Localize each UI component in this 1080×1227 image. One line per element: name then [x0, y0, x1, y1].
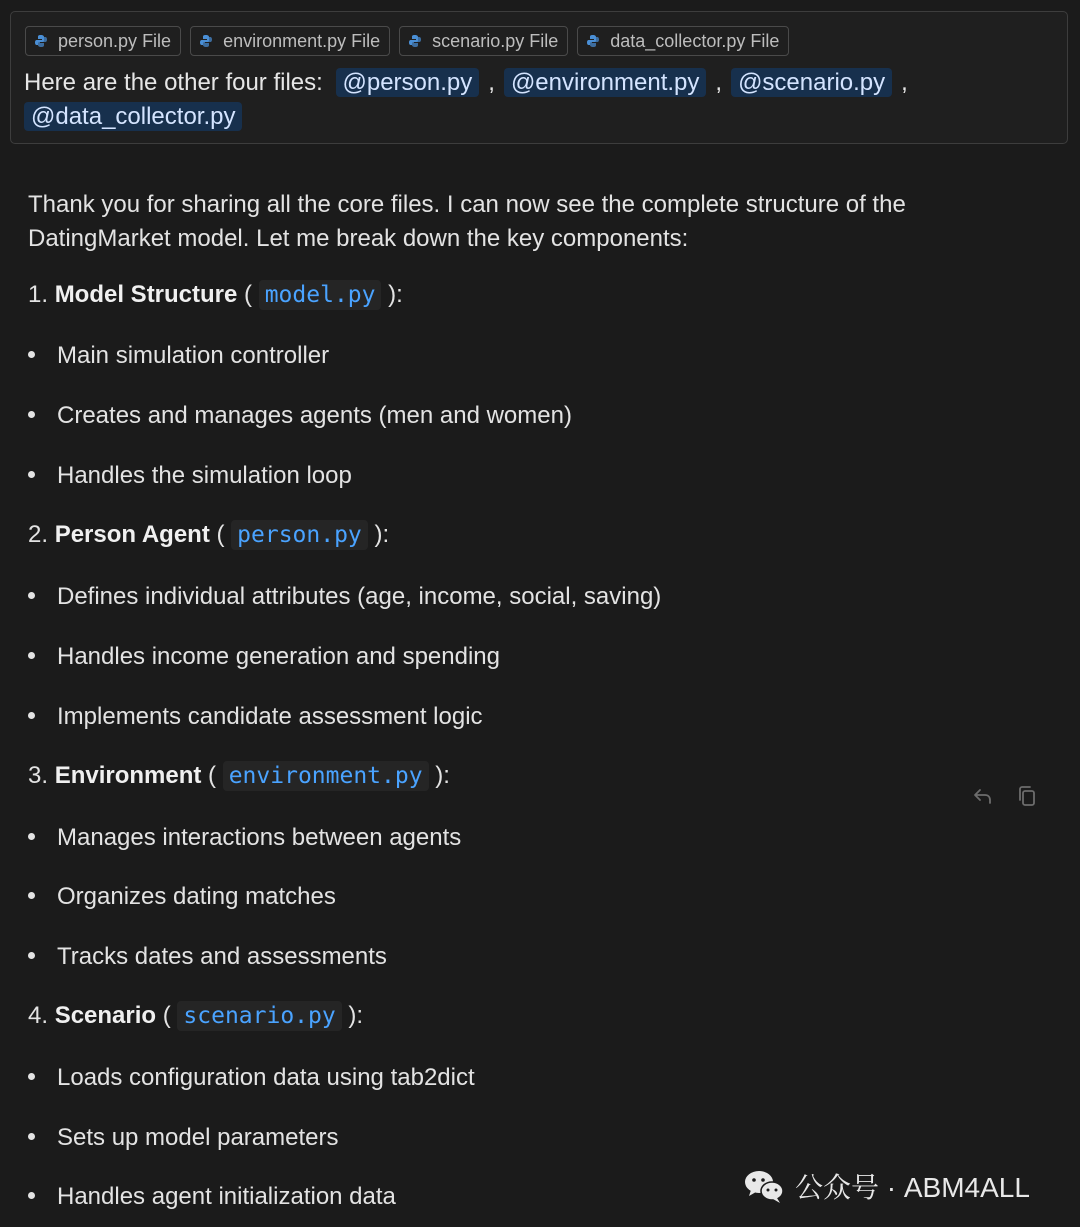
section-title: Scenario: [54, 1002, 157, 1029]
response-intro-line-2: DatingMarket model. Let me break down the key components:: [28, 225, 689, 252]
section-number: 3.: [28, 762, 49, 789]
user-message-line-1: [24, 69, 917, 97]
list-item-text: Loads configuration data using tab2dict: [57, 1064, 475, 1091]
attachment-name: scenario.py: [432, 30, 525, 51]
python-file-icon: [408, 34, 422, 48]
list-item: [28, 883, 336, 911]
attachment-name: data_collector.py: [610, 30, 746, 51]
bullet-icon: [28, 1133, 35, 1140]
section-title: Model Structure: [54, 281, 238, 308]
bullet-icon: [28, 712, 35, 719]
list-item-text: Implements candidate assessment logic: [57, 703, 483, 730]
inline-code-file[interactable]: scenario.py: [177, 1001, 341, 1031]
attachment-chip-environment[interactable]: [190, 26, 390, 56]
mention-data-collector[interactable]: @data_collector.py: [24, 102, 242, 131]
attachment-chip-data-collector[interactable]: [577, 26, 789, 56]
copy-icon[interactable]: [1015, 784, 1039, 808]
attachment-name: environment.py: [223, 30, 347, 51]
attachment-chip-person[interactable]: [25, 26, 181, 56]
section-heading-person: 2. Person Agent ( person.py ):: [28, 521, 390, 548]
response-intro-line-1: Thank you for sharing all the core files. I can now see the complete structure of the: [28, 191, 906, 218]
list-item: [28, 824, 461, 852]
attachment-chips: [25, 26, 789, 56]
mention-scenario[interactable]: @scenario.py: [731, 68, 892, 97]
list-item: [28, 643, 500, 671]
separator: ,: [901, 69, 908, 96]
list-item-text: Handles agent initialization data: [57, 1183, 396, 1210]
list-item-text: Tracks dates and assessments: [57, 943, 387, 970]
separator: ,: [488, 69, 495, 96]
python-file-icon: [199, 34, 213, 48]
bullet-icon: [28, 351, 35, 358]
list-item: [28, 703, 483, 731]
bullet-icon: [28, 1073, 35, 1080]
inline-code-file[interactable]: person.py: [231, 520, 368, 550]
section-heading-environment: 3. Environment ( environment.py ):: [28, 762, 450, 789]
section-number: 1.: [28, 281, 49, 308]
section-heading-scenario: 4. Scenario ( scenario.py ):: [28, 1002, 364, 1029]
list-item: [28, 1124, 338, 1152]
list-item-text: Defines individual attributes (age, income, social, saving): [57, 583, 662, 610]
bullet-icon: [28, 892, 35, 899]
inline-code-file[interactable]: model.py: [259, 280, 382, 310]
attachment-name: person.py: [58, 30, 138, 51]
bullet-icon: [28, 592, 35, 599]
bullet-icon: [28, 833, 35, 840]
list-item-text: Manages interactions between agents: [57, 824, 462, 851]
watermark-text: 公众号 · ABM4ALL: [795, 1172, 1030, 1203]
list-item: [28, 943, 387, 971]
list-item-text: Main simulation controller: [57, 342, 330, 369]
section-heading-model: 1. Model Structure ( model.py ):: [28, 281, 403, 308]
user-message: [10, 11, 1068, 144]
separator: ,: [715, 69, 723, 96]
list-item: [28, 462, 352, 490]
list-item-text: Sets up model parameters: [57, 1124, 339, 1151]
attachment-type: File: [750, 30, 780, 51]
user-message-text: Here are the other four files:: [24, 69, 323, 96]
section-number: 2.: [28, 521, 49, 548]
watermark: [743, 1166, 1030, 1206]
attachment-type: File: [351, 30, 381, 51]
attachment-chip-scenario[interactable]: [399, 26, 568, 56]
list-item: [28, 1064, 475, 1092]
attachment-type: File: [142, 30, 172, 51]
list-item-text: Organizes dating matches: [57, 883, 336, 910]
bullet-icon: [28, 952, 35, 959]
list-item: [28, 342, 329, 370]
bullet-icon: [28, 1192, 35, 1199]
mention-person[interactable]: @person.py: [336, 68, 480, 97]
attachment-type: File: [529, 30, 559, 51]
bullet-icon: [28, 411, 35, 418]
section-title: Person Agent: [54, 521, 210, 548]
inline-code-file[interactable]: environment.py: [223, 761, 429, 791]
section-title: Environment: [54, 762, 202, 789]
mention-environment[interactable]: @environment.py: [504, 68, 706, 97]
python-file-icon: [586, 34, 600, 48]
list-item: [28, 583, 661, 611]
list-item: [28, 402, 572, 430]
reply-icon[interactable]: [971, 784, 995, 808]
bullet-icon: [28, 652, 35, 659]
section-number: 4.: [28, 1002, 49, 1029]
list-item: [28, 1183, 396, 1211]
user-message-line-2: [24, 103, 242, 131]
wechat-icon: [743, 1168, 785, 1204]
list-item-text: Handles the simulation loop: [57, 462, 352, 489]
list-item-text: Handles income generation and spending: [57, 643, 500, 670]
python-file-icon: [34, 34, 48, 48]
bullet-icon: [28, 471, 35, 478]
list-item-text: Creates and manages agents (men and women): [57, 402, 572, 429]
